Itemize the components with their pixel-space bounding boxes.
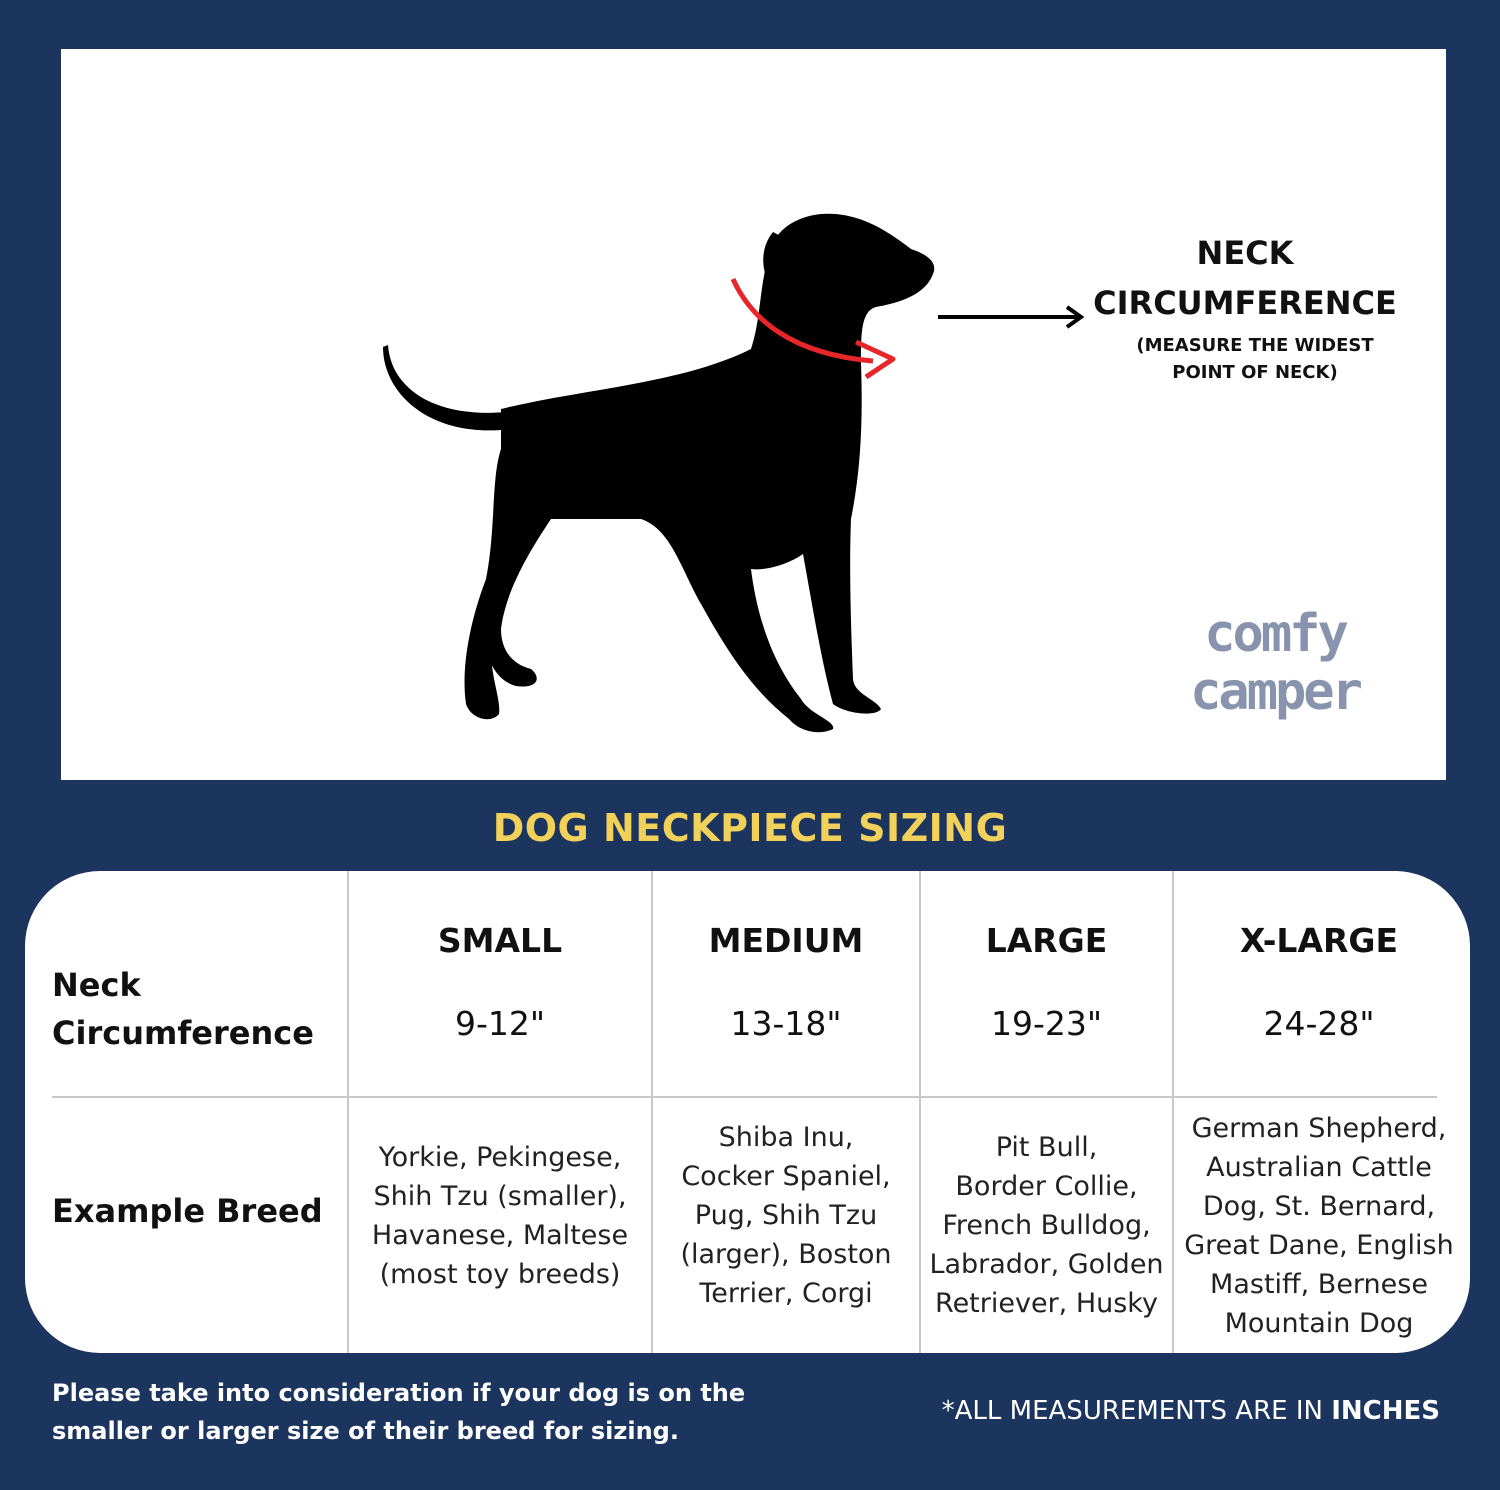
neck-note-line1: (MEASURE THE WIDEST xyxy=(1136,335,1374,356)
sizing-table xyxy=(25,871,1470,1353)
sizing-title: DOG NECKPIECE SIZING xyxy=(492,806,1008,850)
breed-line: Havanese, Maltese xyxy=(371,1220,629,1251)
neck-label-line2: CIRCUMFERENCE xyxy=(1093,284,1397,322)
breeds-large xyxy=(921,1128,1172,1323)
size-name-xlarge: X-LARGE xyxy=(1239,921,1399,960)
dog-silhouette-icon xyxy=(383,214,934,732)
brand-logo xyxy=(1180,605,1370,721)
neck-note-line2: POINT OF NECK) xyxy=(1172,362,1338,383)
neck-circumference-label xyxy=(1060,228,1430,328)
breed-line: Great Dane, English xyxy=(1184,1230,1454,1261)
breed-line: Retriever, Husky xyxy=(935,1288,1158,1319)
breed-line: Australian Cattle xyxy=(1206,1152,1432,1183)
breed-line: French Bulldog, xyxy=(942,1210,1151,1241)
breed-line: Pit Bull, xyxy=(995,1132,1098,1163)
neck-measure-note xyxy=(1080,332,1430,386)
breed-line: German Shepherd, xyxy=(1191,1113,1447,1144)
row-header-neck xyxy=(52,961,314,1057)
logo-line1: comfy xyxy=(1204,604,1346,664)
breed-line: Shiba Inu, xyxy=(718,1122,854,1153)
breed-line: Labrador, Golden xyxy=(929,1249,1164,1280)
units-prefix: *ALL MEASUREMENTS ARE IN xyxy=(941,1396,1332,1426)
row-header-neck-line1: Neck xyxy=(52,966,141,1004)
size-range-medium: 13-18" xyxy=(730,1004,842,1043)
neck-label-line1: NECK xyxy=(1196,234,1294,272)
row-header-neck-line2: Circumference xyxy=(52,1014,314,1052)
breed-line: Dog, St. Bernard, xyxy=(1202,1191,1436,1222)
logo-line2: camper xyxy=(1190,662,1360,722)
breeds-medium xyxy=(653,1118,919,1313)
size-range-large: 19-23" xyxy=(990,1004,1103,1043)
breed-line: Mastiff, Bernese xyxy=(1210,1269,1428,1300)
breed-line: Shih Tzu (smaller), xyxy=(373,1181,627,1212)
breed-line: Border Collie, xyxy=(955,1171,1138,1202)
breed-line: Pug, Shih Tzu xyxy=(694,1200,878,1231)
breed-line: (larger), Boston xyxy=(680,1239,892,1270)
row-header-breed: Example Breed xyxy=(52,1192,323,1230)
size-range-xlarge: 24-28" xyxy=(1263,1004,1375,1043)
units-bold: INCHES xyxy=(1331,1396,1440,1426)
sizing-note xyxy=(52,1374,772,1450)
breed-line: (most toy breeds) xyxy=(379,1259,621,1290)
breed-line: Cocker Spaniel, xyxy=(681,1161,891,1192)
breed-line: Mountain Dog xyxy=(1224,1308,1414,1339)
size-name-small: SMALL xyxy=(437,921,563,960)
size-name-medium: MEDIUM xyxy=(708,921,864,960)
breeds-small xyxy=(349,1138,651,1294)
breed-line: Terrier, Corgi xyxy=(699,1278,873,1309)
breed-line: Yorkie, Pekingese, xyxy=(378,1142,622,1173)
breeds-xlarge xyxy=(1174,1109,1464,1343)
sizing-note-line1: Please take into consideration if your dog is on the xyxy=(52,1379,746,1407)
units-note xyxy=(880,1396,1440,1426)
size-range-small: 9-12" xyxy=(454,1004,546,1043)
row-divider xyxy=(52,1096,1437,1098)
size-name-large: LARGE xyxy=(985,921,1108,960)
sizing-note-line2: smaller or larger size of their breed for sizing. xyxy=(52,1417,679,1445)
